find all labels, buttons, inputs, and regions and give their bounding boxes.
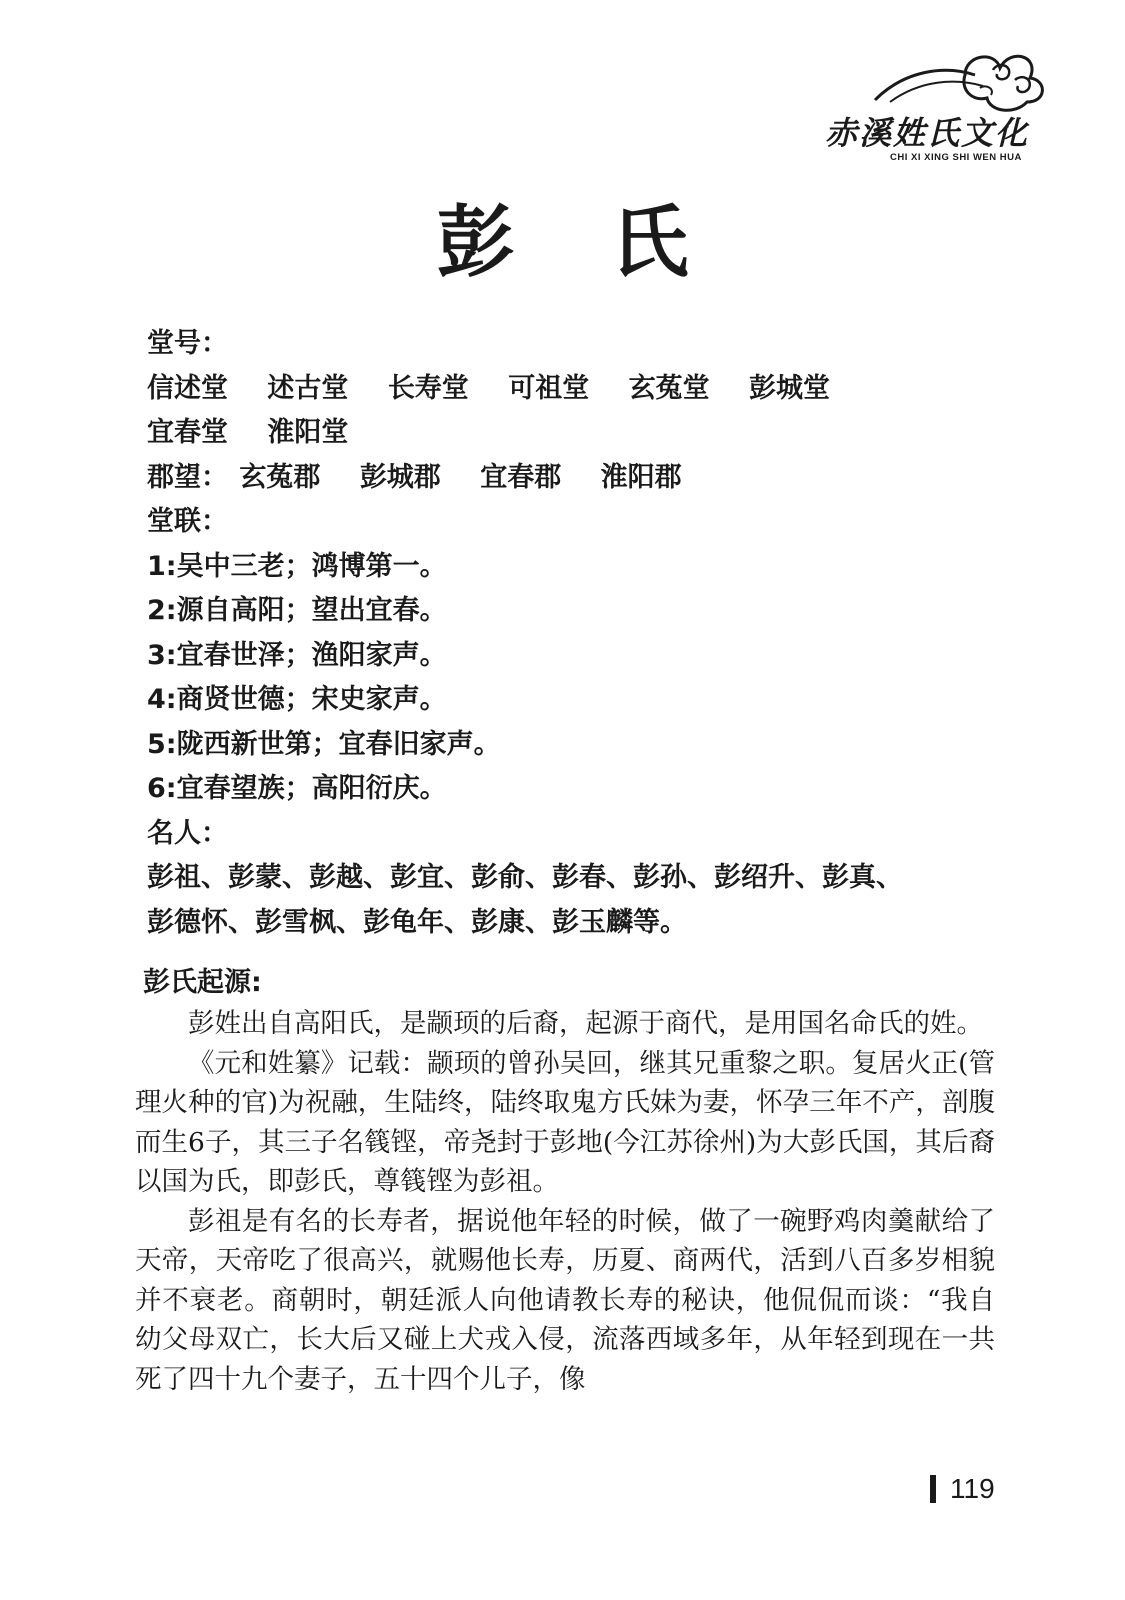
page-number [930,1473,995,1505]
title-char-shi: 氏 [610,197,689,288]
couplet-item: 5:陇西新世第；宜春旧家声。 [147,728,501,760]
tanghao-name: 玄菟堂 [628,372,710,404]
page-number-text: 119 [950,1473,995,1504]
origin-paragraph: 彭祖是有名的长寿者，据说他年轻的时候，做了一碗野鸡肉羹献给了天帝，天帝吃了很高兴，就赐他长寿，历夏、商两代，活到八百多岁相貌并不衰老。商朝时，朝廷派人向他请教长寿的秘诀，他侃侃而谈：“我自幼父母双亡，长大后又碰上犬戎入侵，流落西域多年，从年轻到现在一共死了四十九个妻子，五十四个儿子，像 [135,1205,995,1395]
tanghao-name: 长寿堂 [387,372,469,404]
title-char-peng: 彭 [436,197,515,288]
couplet-item: 4:商贤世德；宋史家声。 [147,684,447,715]
mingren-label: 名人： [147,817,228,849]
tanghao-name: 彭城堂 [749,372,831,404]
tanghao-list-line2 [147,411,903,456]
junwang-line [147,456,903,501]
header-logo [815,40,1055,163]
tanghao-name: 淮阳堂 [267,417,349,448]
origin-heading: 彭氏起源: [143,967,262,998]
surname-info [147,322,903,945]
mingren-list-line2: 彭德怀、彭雪枫、彭龟年、彭康、彭玉麟等。 [147,906,687,938]
tanghao-name: 信述堂 [147,372,228,404]
origin-paragraph: 《元和姓纂》记载：颛顼的曾孙吴回，继其兄重黎之职。复居火正(管理火种的官)为祝融，生陆终，陆终取鬼方氏妹为妻，怀孕三年不产，剖腹而生6子，其三子名篯铿，帝尧封于彭地(今江苏徐州)为大彭氏国，其后裔以国为氏，即彭氏，尊篯铿为彭祖。 [135,1047,995,1197]
logo-title: 赤溪姓氏文化 [825,114,1030,152]
junwang-name: 彭城郡 [359,461,441,493]
tanghao-list-line1 [147,367,903,412]
junwang-name: 淮阳郡 [600,461,682,493]
tanghao-name: 述古堂 [267,372,349,404]
tanghao-label: 堂号： [147,328,228,359]
mingren-list-line1: 彭祖、彭蒙、彭越、彭宜、彭俞、彭春、彭孙、彭绍升、彭真、 [147,862,903,893]
junwang-name: 玄菟郡 [239,461,321,493]
origin-body [135,1004,995,1399]
junwang-name: 宜春郡 [480,461,562,493]
couplet-item: 2:源自高阳；望出宜春。 [147,595,447,626]
tanghao-name: 宜春堂 [147,417,228,448]
page-number-bar [930,1475,936,1503]
origin-paragraph: 彭姓出自高阳氏，是颛顼的后裔，起源于商代，是用国名命氏的姓。 [188,1008,983,1039]
tanghao-name: 可祖堂 [508,372,590,404]
logo-subtitle: CHI XI XING SHI WEN HUA [890,152,1022,163]
couplet-item: 3:宜春世泽；渔阳家声。 [147,639,447,671]
page-title [0,180,1125,292]
tanglian-label: 堂联： [147,506,228,537]
junwang-label: 郡望： [147,461,228,493]
couplet-item: 6:宜春望族；高阳衍庆。 [147,773,447,804]
couplet-item: 1:吴中三老；鸿博第一。 [147,550,447,582]
